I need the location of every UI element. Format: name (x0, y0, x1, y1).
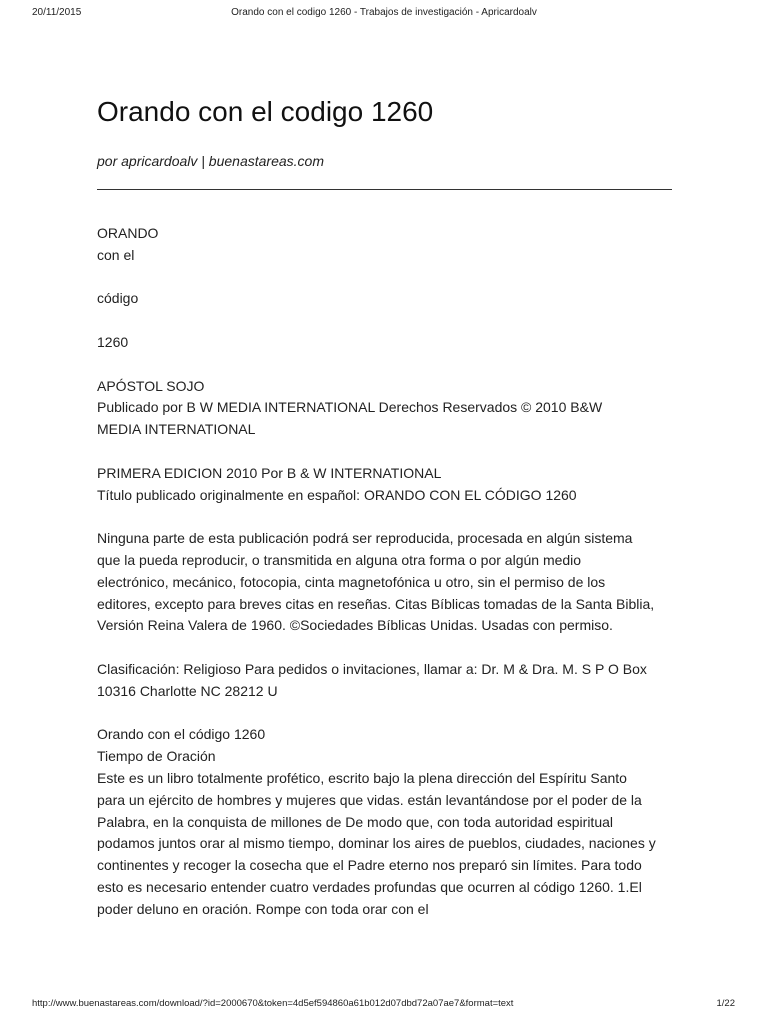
text-line: Ninguna parte de esta publicación podrá ser reproducida, procesada en algún sistema (97, 530, 633, 547)
text-line: poder deluno en oración. Rompe con toda orar con el (97, 900, 429, 917)
print-date: 20/11/2015 (32, 7, 82, 18)
text-line: Versión Reina Valera de 1960. ©Sociedades Bíblicas Unidas. Usadas con permiso. (97, 617, 613, 634)
document-byline: por apricardoalv | buenastareas.com (97, 153, 324, 169)
text-line: Orando con el código 1260 (97, 726, 266, 743)
paragraph (97, 332, 673, 354)
page-number: 1/22 (716, 998, 735, 1009)
text-line: continentes y recoger la cosecha que el Padre eterno nos preparó sin límites. Para todo (97, 857, 642, 874)
paragraph (97, 223, 673, 267)
text-line: PRIMERA EDICION 2010 Por B & W INTERNATIONAL (97, 464, 442, 481)
paragraph (97, 376, 673, 441)
document-content (97, 92, 673, 942)
text-line: electrónico, mecánico, fotocopia, cinta magnetofónica u otro, sin el permiso de los (97, 573, 606, 590)
document-body (97, 223, 673, 921)
text-line: 1260 (97, 333, 129, 350)
text-line: con el (97, 246, 135, 263)
text-line: código (97, 290, 139, 307)
text-line: MEDIA INTERNATIONAL (97, 421, 256, 438)
print-page-title: Orando con el codigo 1260 - Trabajos de investigación - Apricardoalv (231, 7, 537, 18)
text-line: Tiempo de Oración (97, 748, 216, 765)
print-header (0, 7, 768, 21)
print-url: http://www.buenastareas.com/download/?id=2000670&token=4d5ef594860a61b012d07dbd72a07ae7&format=text (32, 998, 514, 1009)
text-line: podamos juntos orar al mismo tiempo, dominar los aires de pueblos, ciudades, naciones y (97, 835, 656, 852)
text-line: ORANDO (97, 225, 159, 241)
text-line: editores, excepto para breves citas en reseñas. Citas Bíblicas tomadas de la Santa Biblia, (97, 595, 655, 612)
paragraph (97, 528, 673, 637)
text-line: esto es necesario entender cuatro verdades profundas que ocurren al código 1260. 1.El (97, 878, 642, 895)
paragraph (97, 463, 673, 507)
divider (97, 189, 672, 190)
document-title: Orando con el codigo 1260 (97, 96, 434, 127)
text-line: APÓSTOL SOJO (97, 377, 205, 394)
paragraph (97, 288, 673, 310)
text-line: 10316 Charlotte NC 28212 U (97, 682, 278, 699)
paragraph (97, 724, 673, 920)
text-line: Clasificación: Religioso Para pedidos o invitaciones, llamar a: Dr. M & Dra. M. S P O Box (97, 660, 647, 677)
text-line: Palabra, en la conquista de millones de De modo que, con toda autoridad espiritual (97, 813, 613, 830)
paragraph (97, 659, 673, 703)
text-line: Este es un libro totalmente profético, escrito bajo la plena dirección del Espíritu Santo (97, 769, 627, 786)
print-footer (0, 998, 768, 1012)
text-line: para un ejército de hombres y mujeres que vidas. están levantándose por el poder de la (97, 791, 642, 808)
text-line: Publicado por B W MEDIA INTERNATIONAL Derechos Reservados © 2010 B&W (97, 399, 603, 416)
text-line: Título publicado originalmente en español: ORANDO CON EL CÓDIGO 1260 (97, 486, 577, 503)
text-line: que la pueda reproducir, o transmitida en alguna otra forma o por algún medio (97, 551, 582, 568)
